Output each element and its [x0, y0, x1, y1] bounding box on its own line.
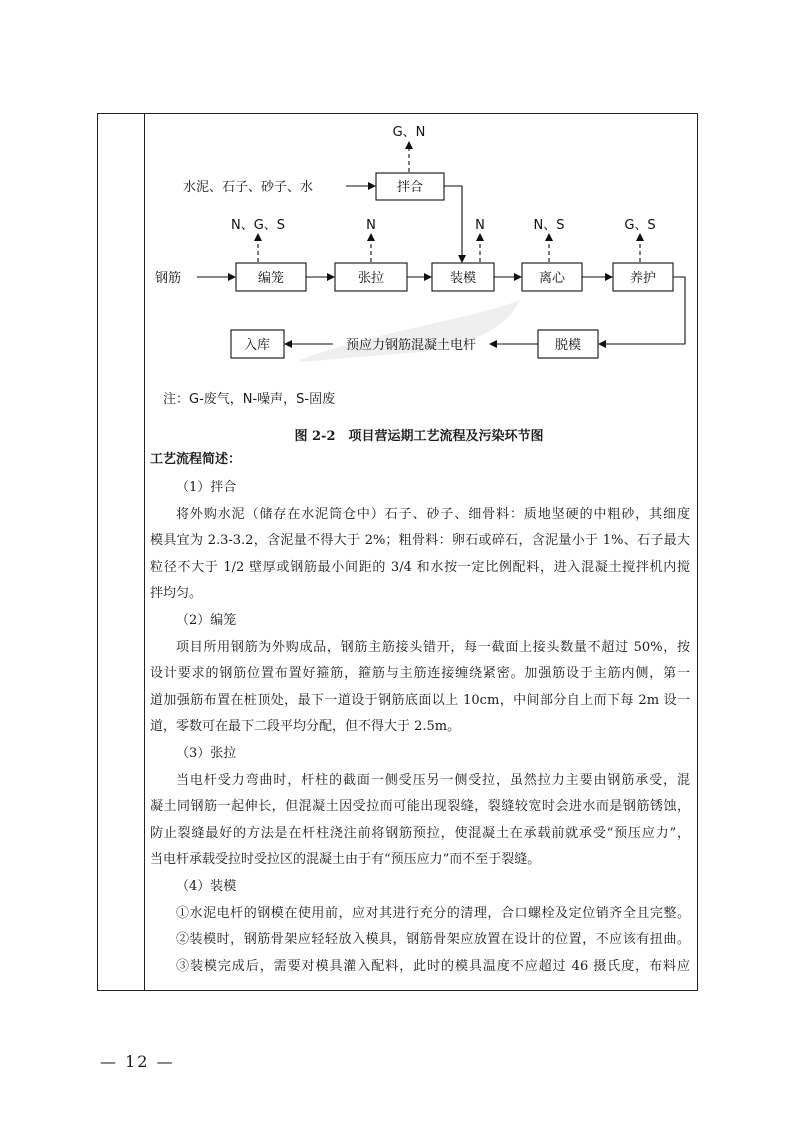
label-curing: 养护	[629, 271, 657, 286]
paragraph-line: 项目所用钢筋为外购成品，钢筋主筋接头错开，每一截面上接头数量不超过 50%，按	[176, 639, 690, 655]
paragraph-line: ②装模时，钢筋骨架应轻轻放入模具，钢筋骨架应放置在设计的位置，不应该有扭曲。	[176, 932, 690, 948]
emission-centrifuge: N、S	[533, 218, 565, 233]
label-steel: 钢筋	[155, 271, 182, 286]
label-centrifuge: 离心	[538, 271, 566, 286]
paragraph-line: 将外购水泥（储存在水泥筒仓中）石子、砂子、细骨料：质地坚硬的中粗砂，其细度	[176, 506, 690, 522]
process-flowchart	[0, 0, 793, 400]
label-tension: 张拉	[357, 271, 385, 286]
label-mixing: 拌合	[396, 180, 424, 195]
process-description	[150, 450, 690, 980]
label-cage: 编笼	[257, 271, 285, 286]
paragraph-line: 设计要求的钢筋位置布置好箍筋，箍筋与主筋连接缠绕紧密。加强筋设于主筋内侧，第一	[150, 666, 690, 682]
paragraph-line: ①水泥电杆的钢模在使用前，应对其进行充分的清理，合口螺栓及定位销齐全且完整。	[176, 905, 690, 921]
paragraph-line: 当电杆受力弯曲时，杆柱的截面一侧受压另一侧受拉，虽然拉力主要由钢筋承受，混	[176, 772, 690, 788]
paragraph-line: 道加强筋布置在桩顶处，最下一道设于钢筋底面以上 10cm，中间部分自上而下每 2m 设一	[150, 692, 690, 708]
emission-cage: N、G、S	[230, 218, 286, 233]
legend-note: 注：G-废气，N-噪声，S-固废	[163, 392, 336, 407]
label-storage: 入库	[243, 338, 271, 353]
subheading-cage: （2）编笼	[176, 612, 237, 628]
page-number: — 12 —	[100, 1052, 175, 1071]
label-product: 预应力钢筋混凝土电杆	[345, 338, 477, 353]
figure-caption: 图 2-2 项目营运期工艺流程及污染环节图	[294, 429, 544, 444]
paragraph-line: 防止裂缝最好的方法是在杆柱浇注前将钢筋预拉，使混凝土在承载前就承受“预压应力”，	[150, 825, 690, 841]
label-demold: 脱模	[554, 338, 582, 353]
subheading-tension: （3）张拉	[176, 745, 237, 761]
emission-curing: G、S	[624, 218, 656, 233]
paragraph-line: ③装模完成后，需要对模具灌入配料，此时的模具温度不应超过 46 摄氏度，布料应	[176, 958, 690, 974]
subheading-mixing: （1）拌合	[176, 480, 237, 495]
emission-mold: N	[475, 218, 485, 233]
paragraph-line: 拌均匀。	[150, 586, 203, 602]
arrow-curing-to-demold	[599, 277, 685, 344]
label-mold: 装模	[449, 271, 477, 286]
section-heading: 工艺流程简述：	[150, 452, 242, 467]
label-materials: 水泥、石子、砂子、水	[183, 180, 314, 195]
emission-mixing: G、N	[392, 125, 426, 140]
paragraph-line: 道，零数可在最下二段平均分配，但不得大于 2.5m。	[150, 719, 461, 735]
paragraph-line: 模具宜为 2.3-3.2，含泥量不得大于 2%；粗骨料：卵石或碎石，含泥量小于 1%、石子最大	[150, 533, 690, 549]
emission-tension: N	[366, 218, 376, 233]
paragraph-line: 当电杆承载受拉时受拉区的混凝土由于有“预压应力”而不至于裂缝。	[150, 852, 541, 868]
subheading-mold: （4）装模	[176, 878, 237, 894]
paragraph-line: 粒径不大于 1/2 壁厚或钢筋最小间距的 3/4 和水按一定比例配料，进入混凝土搅拌机内搅	[150, 559, 690, 575]
paragraph-line: 凝土同钢筋一起伸长，但混凝土因受拉而可能出现裂缝，裂缝较宽时会进水而是钢筋锈蚀，	[150, 799, 690, 815]
arrow-mixing-to-mold	[444, 186, 462, 262]
